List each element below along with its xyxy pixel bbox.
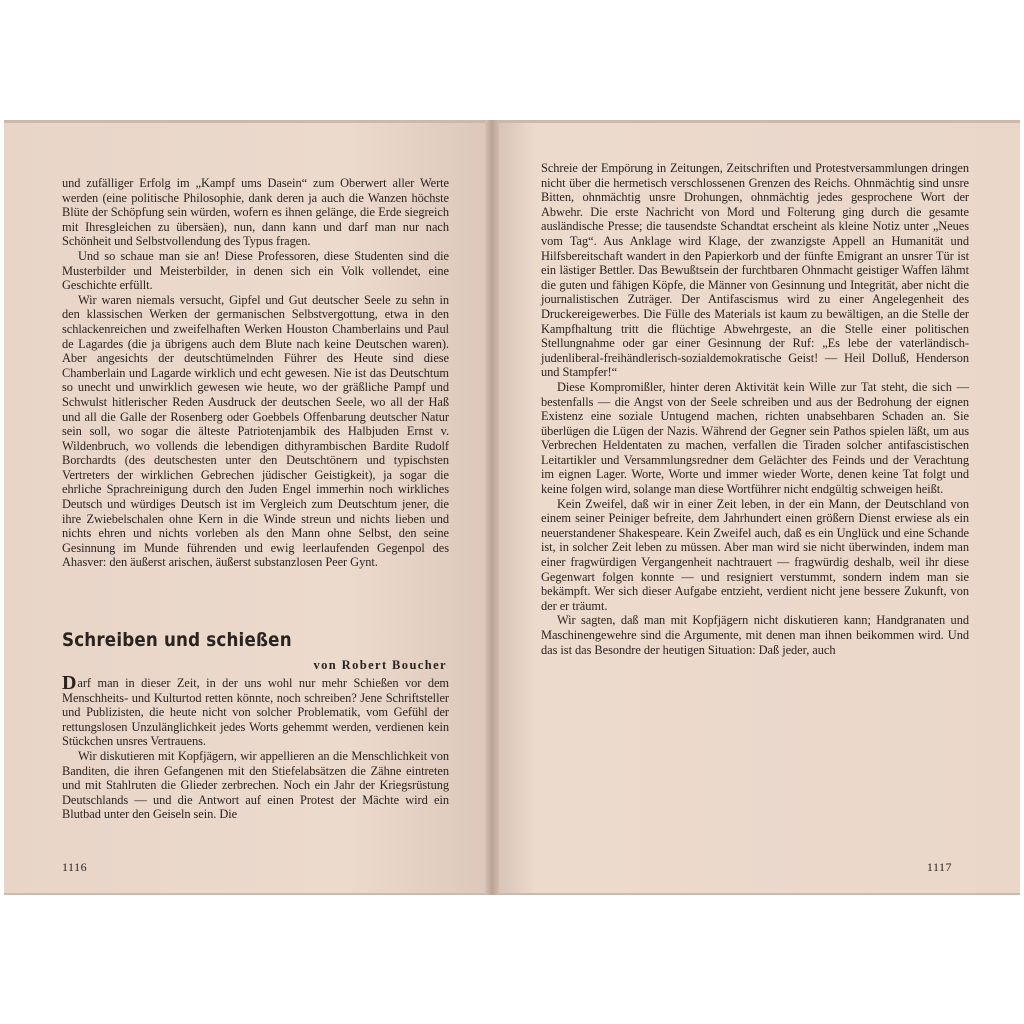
paragraph-text: arf man in dieser Zeit, in der uns wohl nur mehr Schießen vor dem Menschheits- und Kulturtod retten könnte, noch schreiben? Jene Schriftsteller und Publizisten, die heute nicht von solcher Problematik, vom Gefühl der rettungslosen Unzulänglichkeit jedes Worts gehemmt werden, verdienen kein Stückchen unsres Vertrauens. <box>62 676 449 749</box>
article-body-start <box>62 672 449 822</box>
paragraph <box>62 672 449 749</box>
article-byline: von Robert Boucher <box>313 658 447 672</box>
left-page <box>4 123 493 893</box>
drop-cap: D <box>62 672 77 694</box>
paragraph: Schreie der Empörung in Zeitungen, Zeitschriften und Protestversammlungen dringen nicht über die hermetisch verschlossenen Grenzen des Reichs. Ohnmächtig sind unsre Bitten, ohnmächtig unsre Drohungen, ohnmächtig jedes gesprochene Wort der Abwehr. Die erste Nachricht von Mord und Folterung ging durch die gesamte ausländische Presse; die tausendste Schandtat erscheint als kleine Notiz unter „Neues vom Tag“. Aus Anklage wird Klage, der zwanzigste Appell an Humanität und Hilfsbereitschaft wandert in den Papierkorb und der fünfte Emigrant an unsrer Tür ist ein lästiger Bettler. Das Bewußtsein der furchtbaren Ohnmacht geistiger Waffen lähmt die guten und fähigen Köpfe, die Männer von Gesinnung und Integrität, aber nicht die journalistischen Zuträger. Der Antifascismus wird zu einer Angelegenheit des Druckereigewerbes. Die Fülle des Materials ist kaum zu bewältigen, an die Stelle der Kampfhaltung tritt die flüchtige Abwehrgeste, an die Stelle einer politischen Stellungnahme oder gar einer Gesinnung der Ruf: „Es lebe der vaterländisch-judenliberal-freihändlerisch-sozialdemokratische Geist! — Heil Dolluß, Henderson und Stampfer!“ <box>541 161 969 380</box>
page-number-left: 1116 <box>62 860 88 874</box>
paragraph: Wir diskutieren mit Kopfjägern, wir appellieren an die Menschlichkeit von Banditen, die ihren Gefangenen mit den Stiefelabsätzen die Zähne eintreten und mit Stahlruten die Glieder zerbrechen. Noch ein Jahr der Kriegsrüstung Deutschlands — und die Antwort auf einen Protest der Mächte wird ein Blutbad unter den Geiseln sein. Die <box>62 748 449 822</box>
right-page <box>493 123 1020 893</box>
paragraph: Diese Kompromißler, hinter deren Aktivität kein Wille zur Tat steht, die sich — bestenfalls — die Angst von der Seele schreiben und aus der Bedrohung der eignen Existenz eine soziale Untugend machen, richten unabsehbaren Schaden an. Sie überlügen die Lügen der Nazis. Während der Gegner sein Pathos spielen läßt, um aus Verbrechen Heldentaten zu machen, verfallen die Tiraden solcher antifascistischen Leitartikler und Versammlungsredner dem Gelächter des Feinds und der Verachtung im eignen Lager. Worte, Worte und immer wieder Worte, denen keine Tat folgt und keine folgen wird, solange man diese Wortführer nicht endgültig schweigen heißt. <box>541 379 969 497</box>
book-gutter <box>485 120 499 895</box>
right-page-text <box>541 161 969 657</box>
open-book <box>4 120 1020 895</box>
article-title: Schreiben und schießen <box>62 629 292 651</box>
left-page-continuation-text <box>62 176 449 570</box>
paragraph: Wir waren niemals versucht, Gipfel und Gut deutscher Seele zu sehn in den klassischen Werken der germanischen Selbstvergottung, etwa in den schlackenreichen und zweifelhaften Werken Houston Chamberlains und Paul de Lagardes (die ja übrigens auch dem Blute nach keine Deutschen waren). Aber angesichts der deutschtümelnden Führer des Heute sind diese Chamberlain und Lagarde wirklich und echt gewesen. Nie ist das Deutschtum so unecht und unwirklich gewesen wie heute, wo der gräßliche Pampf und Schwulst hitlerischer Reden Ausdruck der deutschen Seele, wo all der Haß und all die Galle der Rosenberg oder Goebbels Offenbarung deutscher Natur sein soll, wo sogar die älteste Patriotenjambik des Halbjuden Ernst v. Wildenbruch, wo vollends die lebendigen dithyrambischen Bardite Rudolf Borchardts (des deutschesten unter den Deutschtönern und typischsten Vertreters der wirklichen Gebrechen jüdischer Geistigkeit), ja sogar die ehrliche Sprachreinigung durch den Juden Engel immerhin noch wirkliches Deutsch und würdiges Deutsch ist im Vergleich zum Deutschtum jener, die ihre Zwiebelschalen ohne Kern in die Winde streun und nichts lieben und nichts ehren und nichts vorleben als den Mann ohne Selbst, den seine Gesinnung im Munde führenden und ewig leerlaufenden Gegenpol des Ahasver: den äußerst arischen, äußerst substanzlosen Peer Gynt. <box>62 292 449 570</box>
paragraph: Und so schaue man sie an! Diese Professoren, diese Studenten sind die Musterbilder und Meisterbilder, in denen sich ein Volk vollendet, eine Geschichte erfüllt. <box>62 248 449 293</box>
paragraph: Kein Zweifel, daß wir in einer Zeit leben, in der ein Mann, der Deutschland von einem seiner Peiniger befreite, dem Jahrhundert einen größern Dienst erwiese als ein neuerstandener Shakespeare. Kein Zweifel auch, daß es ein Unglück und eine Schande ist, in solcher Zeit leben zu müssen. Aber man wird sie nicht überwinden, indem man einer fragwürdigen Vergangenheit nachtrauert — fragwürdig deshalb, weil ihr diese Gegenwart folgen konnte — und resigniert verstummt, sondern indem man sie bekämpft. Wer sich dieser Aufgabe entzieht, verdient nicht jene bessere Zukunft, von der er träumt. <box>541 496 969 613</box>
paragraph: und zufälliger Erfolg im „Kampf ums Dasein“ zum Oberwert aller Werte werden (eine politische Philosophie, dank deren ja auch die Wanzen höchste Blüte der Schöpfung sein würden, wofern es ihnen gelänge, die Erde siegreich mit Ihresgleichen zu übersäen), nun, dann kann und darf man nur nach Schönheit und Selbstvollendung des Typus fragen. <box>62 176 449 249</box>
paragraph: Wir sagten, daß man mit Kopfjägern nicht diskutieren kann; Handgranaten und Maschinengewehre sind die Argumente, mit denen man ihnen beikommen wird. Und das ist das Besondre der heutigen Situation: Daß jeder, auch <box>541 613 969 657</box>
page-number-right: 1117 <box>926 860 952 874</box>
